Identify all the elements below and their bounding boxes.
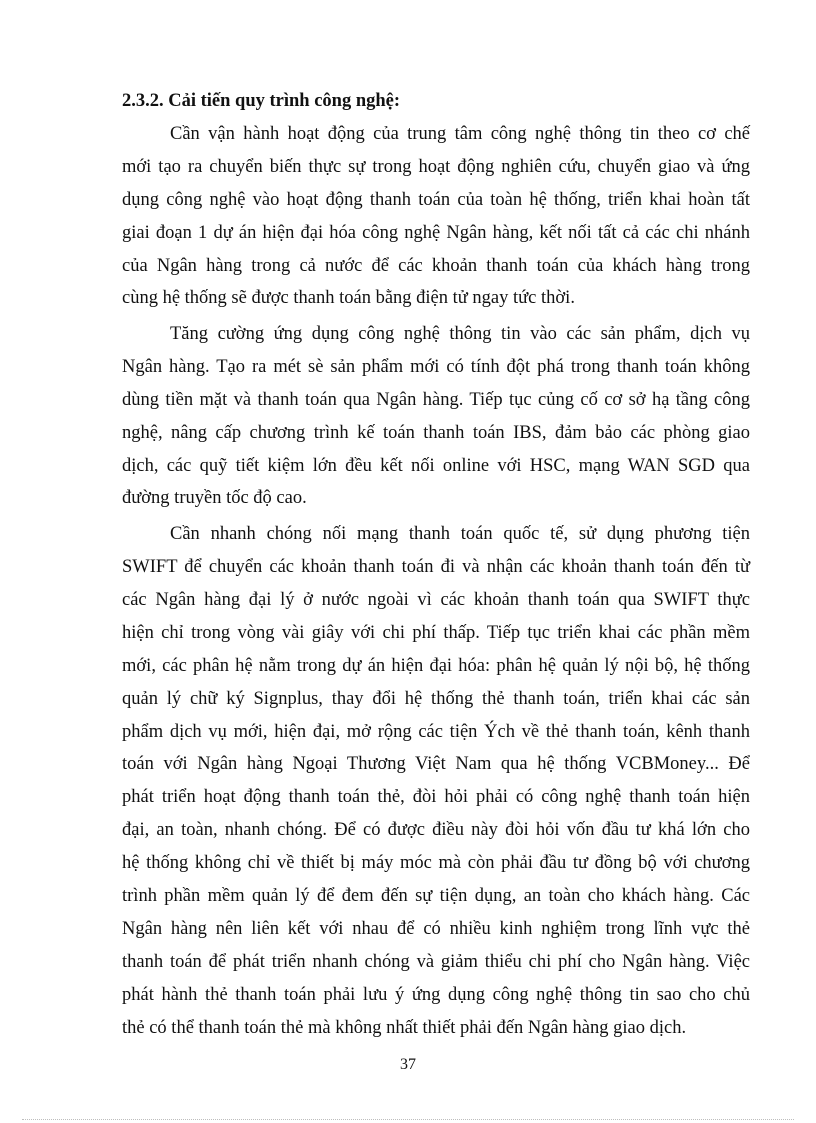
paragraph-line: hệ thống không chỉ về thiết bị máy móc mà còn phải đầu tư đồng bộ với chương <box>122 853 750 873</box>
paragraph-line: toán với Ngân hàng Ngoại Thương Việt Nam qua hệ thống VCBMoney... Để <box>122 754 750 774</box>
paragraph-line: dịch, các quỹ tiết kiệm lớn đều kết nối online với HSC, mạng WAN SGD qua <box>122 456 750 476</box>
paragraph-line: Cần nhanh chóng nối mạng thanh toán quốc tế, sử dụng phương tiện <box>170 524 750 544</box>
paragraph-line: cùng hệ thống sẽ được thanh toán bằng điện tử ngay tức thời. <box>122 288 575 308</box>
paragraph-line: Cần vận hành hoạt động của trung tâm công nghệ thông tin theo cơ chế <box>170 124 750 144</box>
paragraph-line: dùng tiền mặt và thanh toán qua Ngân hàng. Tiếp tục củng cố cơ sở hạ tầng công <box>122 390 750 410</box>
paragraph-line: phẩm dịch vụ mới, hiện đại, mở rộng các tiện Ých về thẻ thanh toán, kênh thanh <box>122 722 750 742</box>
paragraph-line: phát triển hoạt động thanh toán thẻ, đòi hỏi phải có công nghệ thanh toán hiện <box>122 787 750 807</box>
paragraph-line: SWIFT để chuyển các khoản thanh toán đi và nhận các khoản thanh toán đến từ <box>122 557 750 577</box>
paragraph-line: quản lý chữ ký Signplus, thay đổi hệ thống thẻ thanh toán, triển khai các sản <box>122 689 750 709</box>
page-number: 37 <box>400 1056 416 1073</box>
paragraph-line: dụng công nghệ vào hoạt động thanh toán của toàn hệ thống, triển khai hoàn tất <box>122 190 750 210</box>
paragraph-line: hiện chỉ trong vòng vài giây với chi phí thấp. Tiếp tục triển khai các phần mềm <box>122 623 750 643</box>
paragraph-line: các Ngân hàng đại lý ở nước ngoài vì các khoản thanh toán qua SWIFT thực <box>122 590 750 610</box>
paragraph-line: phát hành thẻ thanh toán phải lưu ý ứng dụng công nghệ thông tin sao cho chủ <box>122 985 750 1005</box>
paragraph-line: mới, các phân hệ nằm trong dự án hiện đại hóa: phân hệ quản lý nội bộ, hệ thống <box>122 656 750 676</box>
paragraph-line: đại, an toàn, nhanh chóng. Để có được điều này đòi hỏi vốn đầu tư khá lớn cho <box>122 820 750 840</box>
paragraph-line: nghệ, nâng cấp chương trình kế toán thanh toán IBS, đảm bảo các phòng giao <box>122 423 750 443</box>
paragraph-line: Tăng cường ứng dụng công nghệ thông tin vào các sản phẩm, dịch vụ <box>170 324 750 344</box>
paragraph-line: mới tạo ra chuyển biến thực sự trong hoạt động nghiên cứu, chuyển giao và ứng <box>122 157 750 177</box>
paragraph-line: thẻ có thể thanh toán thẻ mà không nhất thiết phải đến Ngân hàng giao dịch. <box>122 1018 687 1038</box>
paragraph-line: thanh toán để phát triển nhanh chóng và giảm thiểu chi phí cho Ngân hàng. Việc <box>122 952 750 972</box>
paragraph-line: Ngân hàng nên liên kết với nhau để có nhiều kinh nghiệm trong lĩnh vực thẻ <box>122 919 750 939</box>
paragraph-line: của Ngân hàng trong cả nước để các khoản thanh toán của khách hàng trong <box>122 256 750 276</box>
section-heading: 2.3.2. Cải tiến quy trình công nghệ: <box>122 91 401 111</box>
page-bottom-divider <box>22 1119 794 1120</box>
paragraph-line: đường truyền tốc độ cao. <box>122 488 307 508</box>
paragraph-line: Ngân hàng. Tạo ra mét sè sản phẩm mới có tính đột phá trong thanh toán không <box>122 357 750 377</box>
paragraph-line: trình phần mềm quản lý để đem đến sự tiện dụng, an toàn cho khách hàng. Các <box>122 886 750 906</box>
paragraph-line: giai đoạn 1 dự án hiện đại hóa công nghệ Ngân hàng, kết nối tất cả các chi nhánh <box>122 223 750 243</box>
